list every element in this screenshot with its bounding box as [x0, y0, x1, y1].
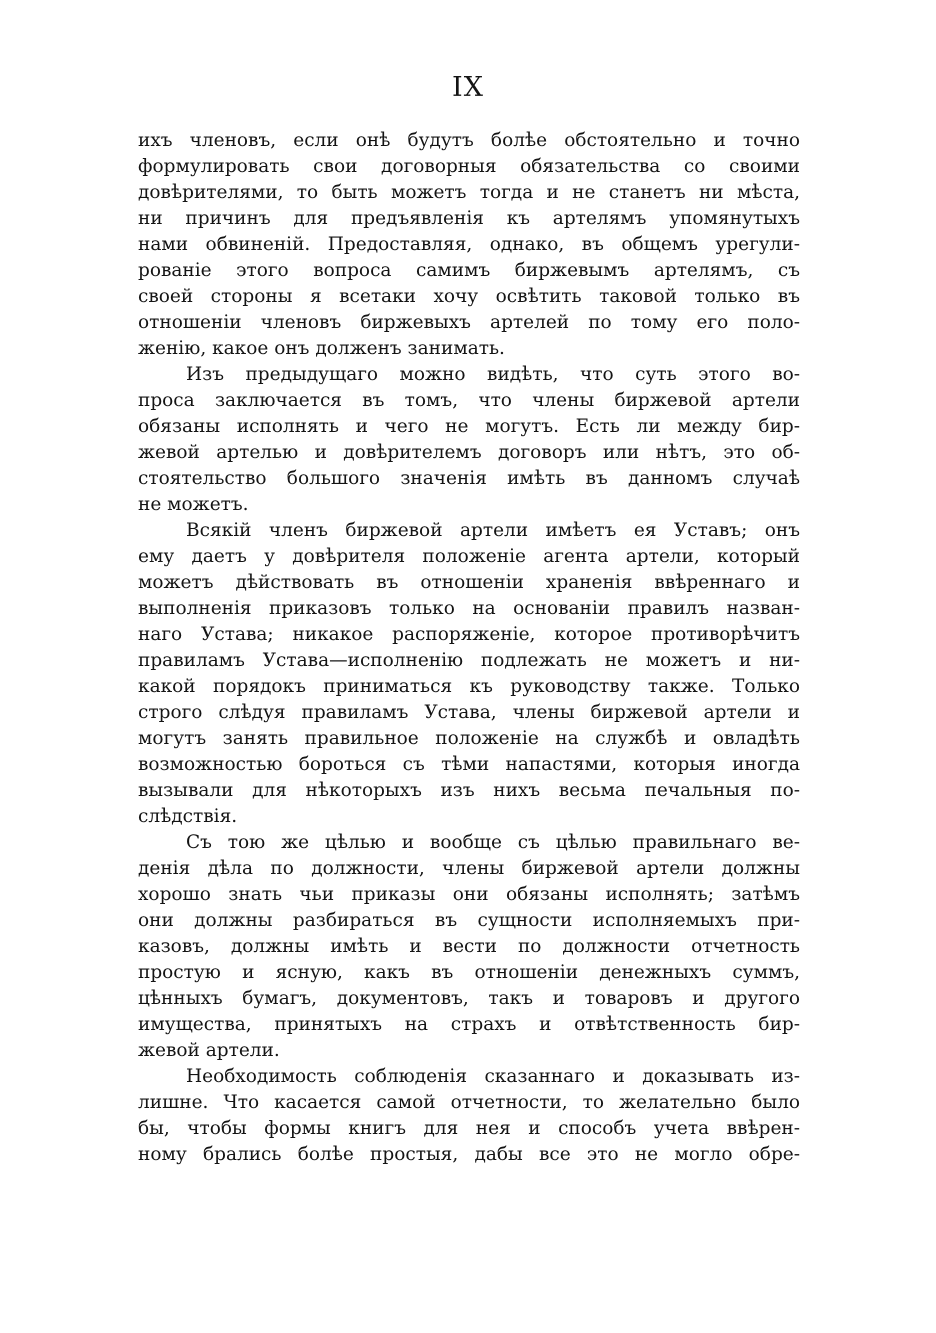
- text-line: стоятельство большого значенія имѣть въ данномъ случаѣ: [138, 468, 800, 489]
- text-line: Съ тою же цѣлью и вообще съ цѣлью правильнаго ве-: [186, 832, 800, 853]
- text-line: проса заключается въ томъ, что члены биржевой артели: [138, 390, 800, 411]
- body-text: [138, 128, 800, 1168]
- text-line: довѣрителями, то быть можетъ тогда и не станетъ ни мѣста,: [138, 182, 800, 203]
- text-line: вызывали для нѣкоторыхъ изъ нихъ весьма печальныя по-: [138, 780, 800, 801]
- text-line: слѣдствія.: [138, 806, 238, 827]
- text-line: выполненія приказовъ только на основаніи правилъ назван-: [138, 598, 800, 619]
- text-line: женію, какое онъ долженъ занимать.: [138, 338, 505, 359]
- text-line: хорошо знать чьи приказы они обязаны исполнять; затѣмъ: [138, 884, 800, 905]
- text-line: Всякій членъ биржевой артели имѣетъ ея Уставъ; онъ: [186, 520, 800, 541]
- text-line: возможностью бороться съ тѣми напастями, которыя иногда: [138, 754, 800, 775]
- text-line: денія дѣла по должности, члены биржевой артели должны: [138, 858, 800, 879]
- text-line: ни причинъ для предъявленія къ артелямъ упомянутыхъ: [138, 208, 800, 229]
- text-line: отношеніи членовъ биржевыхъ артелей по тому его поло-: [138, 312, 800, 333]
- text-line: наго Устава; никакое распоряженіе, которое противорѣчитъ: [138, 624, 800, 645]
- text-line: не можетъ.: [138, 494, 249, 515]
- text-line: своей стороны я всетаки хочу освѣтить таковой только въ: [138, 286, 800, 307]
- text-line: ихъ членовъ, если онѣ будутъ болѣе обстоятельно и точно: [138, 130, 800, 151]
- text-line: обязаны исполнять и чего не могутъ. Есть ли между бир-: [138, 416, 800, 437]
- text-line: ему даетъ у довѣрителя положеніе агента артели, который: [138, 546, 800, 567]
- text-line: могутъ занять правильное положеніе на службѣ и овладѣть: [138, 728, 800, 749]
- text-line: лишне. Что касается самой отчетности, то желательно было: [138, 1092, 800, 1113]
- page-number: IX: [452, 72, 484, 103]
- text-line: рованіе этого вопроса самимъ биржевымъ артелямъ, съ: [138, 260, 800, 281]
- text-line: нами обвиненій. Предоставляя, однако, въ общемъ урегули-: [138, 234, 800, 255]
- text-line: бы, чтобы формы книгъ для нея и способъ учета ввѣрен-: [138, 1118, 800, 1139]
- text-line: какой порядокъ приниматься къ руководству также. Только: [138, 676, 800, 697]
- text-line: правиламъ Устава—исполненію подлежать не можетъ и ни-: [138, 650, 800, 671]
- text-line: цѣнныхъ бумагъ, документовъ, такъ и товаровъ и другого: [138, 988, 800, 1009]
- text-line: строго слѣдуя правиламъ Устава, члены биржевой артели и: [138, 702, 800, 723]
- text-line: казовъ, должны имѣть и вести по должности отчетность: [138, 936, 800, 957]
- text-line: жевой артелью и довѣрителемъ договоръ или нѣтъ, это об-: [138, 442, 800, 463]
- text-line: простую и ясную, какъ въ отношеніи денежныхъ суммъ,: [138, 962, 800, 983]
- text-line: ному брались болѣе простыя, дабы все это не могло обре-: [138, 1144, 800, 1165]
- text-line: жевой артели.: [138, 1040, 280, 1061]
- text-line: формулировать свои договорныя обязательства со своими: [138, 156, 800, 177]
- text-line: можетъ дѣйствовать въ отношеніи храненія ввѣреннаго и: [138, 572, 800, 593]
- text-line: Изъ предыдущаго можно видѣть, что суть этого во-: [186, 364, 800, 385]
- text-line: имущества, принятыхъ на страхъ и отвѣтственность бир-: [138, 1014, 800, 1035]
- text-line: они должны разбираться въ сущности исполняемыхъ при-: [138, 910, 800, 931]
- text-line: Необходимость соблюденія сказаннаго и доказывать из-: [186, 1066, 800, 1087]
